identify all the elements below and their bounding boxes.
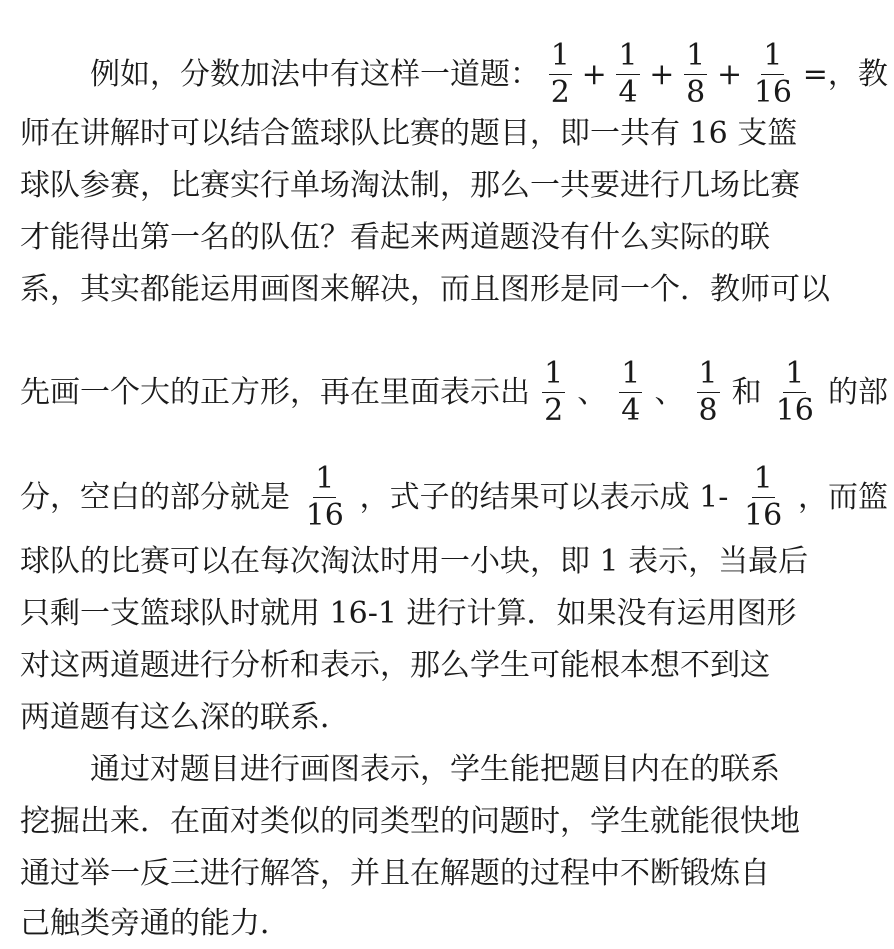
p2-line-3 <box>20 856 888 892</box>
fraction-one-sixteenth: $\frac{1}{16}$ <box>753 38 793 110</box>
plus-sign: + <box>716 56 743 92</box>
text-line: 通过对题目进行画图表示，学生能把题目内在的联系 <box>90 752 780 787</box>
text-segment: ，式子的结果可以表示成 1- <box>359 479 729 515</box>
p2-line-1 <box>90 752 888 788</box>
text-line: 才能得出第一名的队伍？看起来两道题没有什么实际的联 <box>20 220 770 255</box>
text-segment: ，而篮 <box>797 479 888 515</box>
p1-line-2 <box>20 116 888 152</box>
fraction-one-sixteenth: $\frac{1}{16}$ <box>775 356 814 428</box>
text-line: 对这两道题进行分析和表示，那么学生可能根本想不到这 <box>20 648 770 683</box>
text-line: 两道题有这么深的联系． <box>20 700 350 735</box>
fraction-one-eighth: $\frac{1}{8}$ <box>686 38 706 110</box>
p1-line-8 <box>20 544 888 580</box>
fraction-one-quarter: $\frac{1}{4}$ <box>618 38 638 110</box>
text-line: 通过举一反三进行解答，并且在解题的过程中不断锻炼自 <box>20 856 770 891</box>
fraction-one-half: $\frac{1}{2}$ <box>544 356 564 428</box>
text-segment: 的部 <box>827 374 888 410</box>
plus-sign: + <box>649 56 675 92</box>
p1-intro: 例如，分数加法中有这样一道题： <box>90 56 540 92</box>
fraction-one-sixteenth: $\frac{1}{16}$ <box>744 461 783 533</box>
text-line: 球队的比赛可以在每次淘汰时用一小块，即 1 表示，当最后 <box>20 544 809 579</box>
text-line: 球队参赛，比赛实行单场淘汰制，那么一共要进行几场比赛 <box>20 168 800 203</box>
p1-line-11 <box>20 700 888 736</box>
p1-line-4 <box>20 220 888 256</box>
text-line: 师在讲解时可以结合篮球队比赛的题目，即一共有 16 支篮 <box>20 116 798 151</box>
equation-tail: =，教 <box>802 56 888 92</box>
text-line: 己触类旁通的能力． <box>20 906 290 941</box>
p1-line-3 <box>20 168 888 204</box>
p1-line-9 <box>20 596 888 632</box>
p1-line-10 <box>20 648 888 684</box>
fraction-one-half: $\frac{1}{2}$ <box>550 38 570 110</box>
fraction-one-sixteenth: $\frac{1}{16}$ <box>305 461 344 533</box>
p1-line-1 <box>90 40 888 109</box>
fraction-one-quarter: $\frac{1}{4}$ <box>621 356 641 428</box>
text-line: 系，其实都能运用画图来解决，而且图形是同一个．教师可以 <box>20 272 830 307</box>
p1-line-7 <box>20 463 888 532</box>
p1-line-5 <box>20 272 888 308</box>
text-segment: 先画一个大的正方形，再在里面表示出 <box>20 374 530 410</box>
plus-sign: + <box>581 56 607 92</box>
p2-line-2 <box>20 804 888 840</box>
p1-line-6 <box>20 358 888 427</box>
fraction-one-eighth: $\frac{1}{8}$ <box>698 356 718 428</box>
word-and: 和 <box>731 374 762 410</box>
text-line: 只剩一支篮球队时就用 16-1 进行计算．如果没有运用图形 <box>20 596 797 631</box>
text-line: 挖掘出来．在面对类似的同类型的问题时，学生就能很快地 <box>20 804 800 839</box>
text-segment: 分，空白的部分就是 <box>20 479 290 515</box>
p2-line-4 <box>20 906 888 942</box>
enumeration-comma: 、 <box>577 374 608 410</box>
enumeration-comma: 、 <box>654 374 685 410</box>
